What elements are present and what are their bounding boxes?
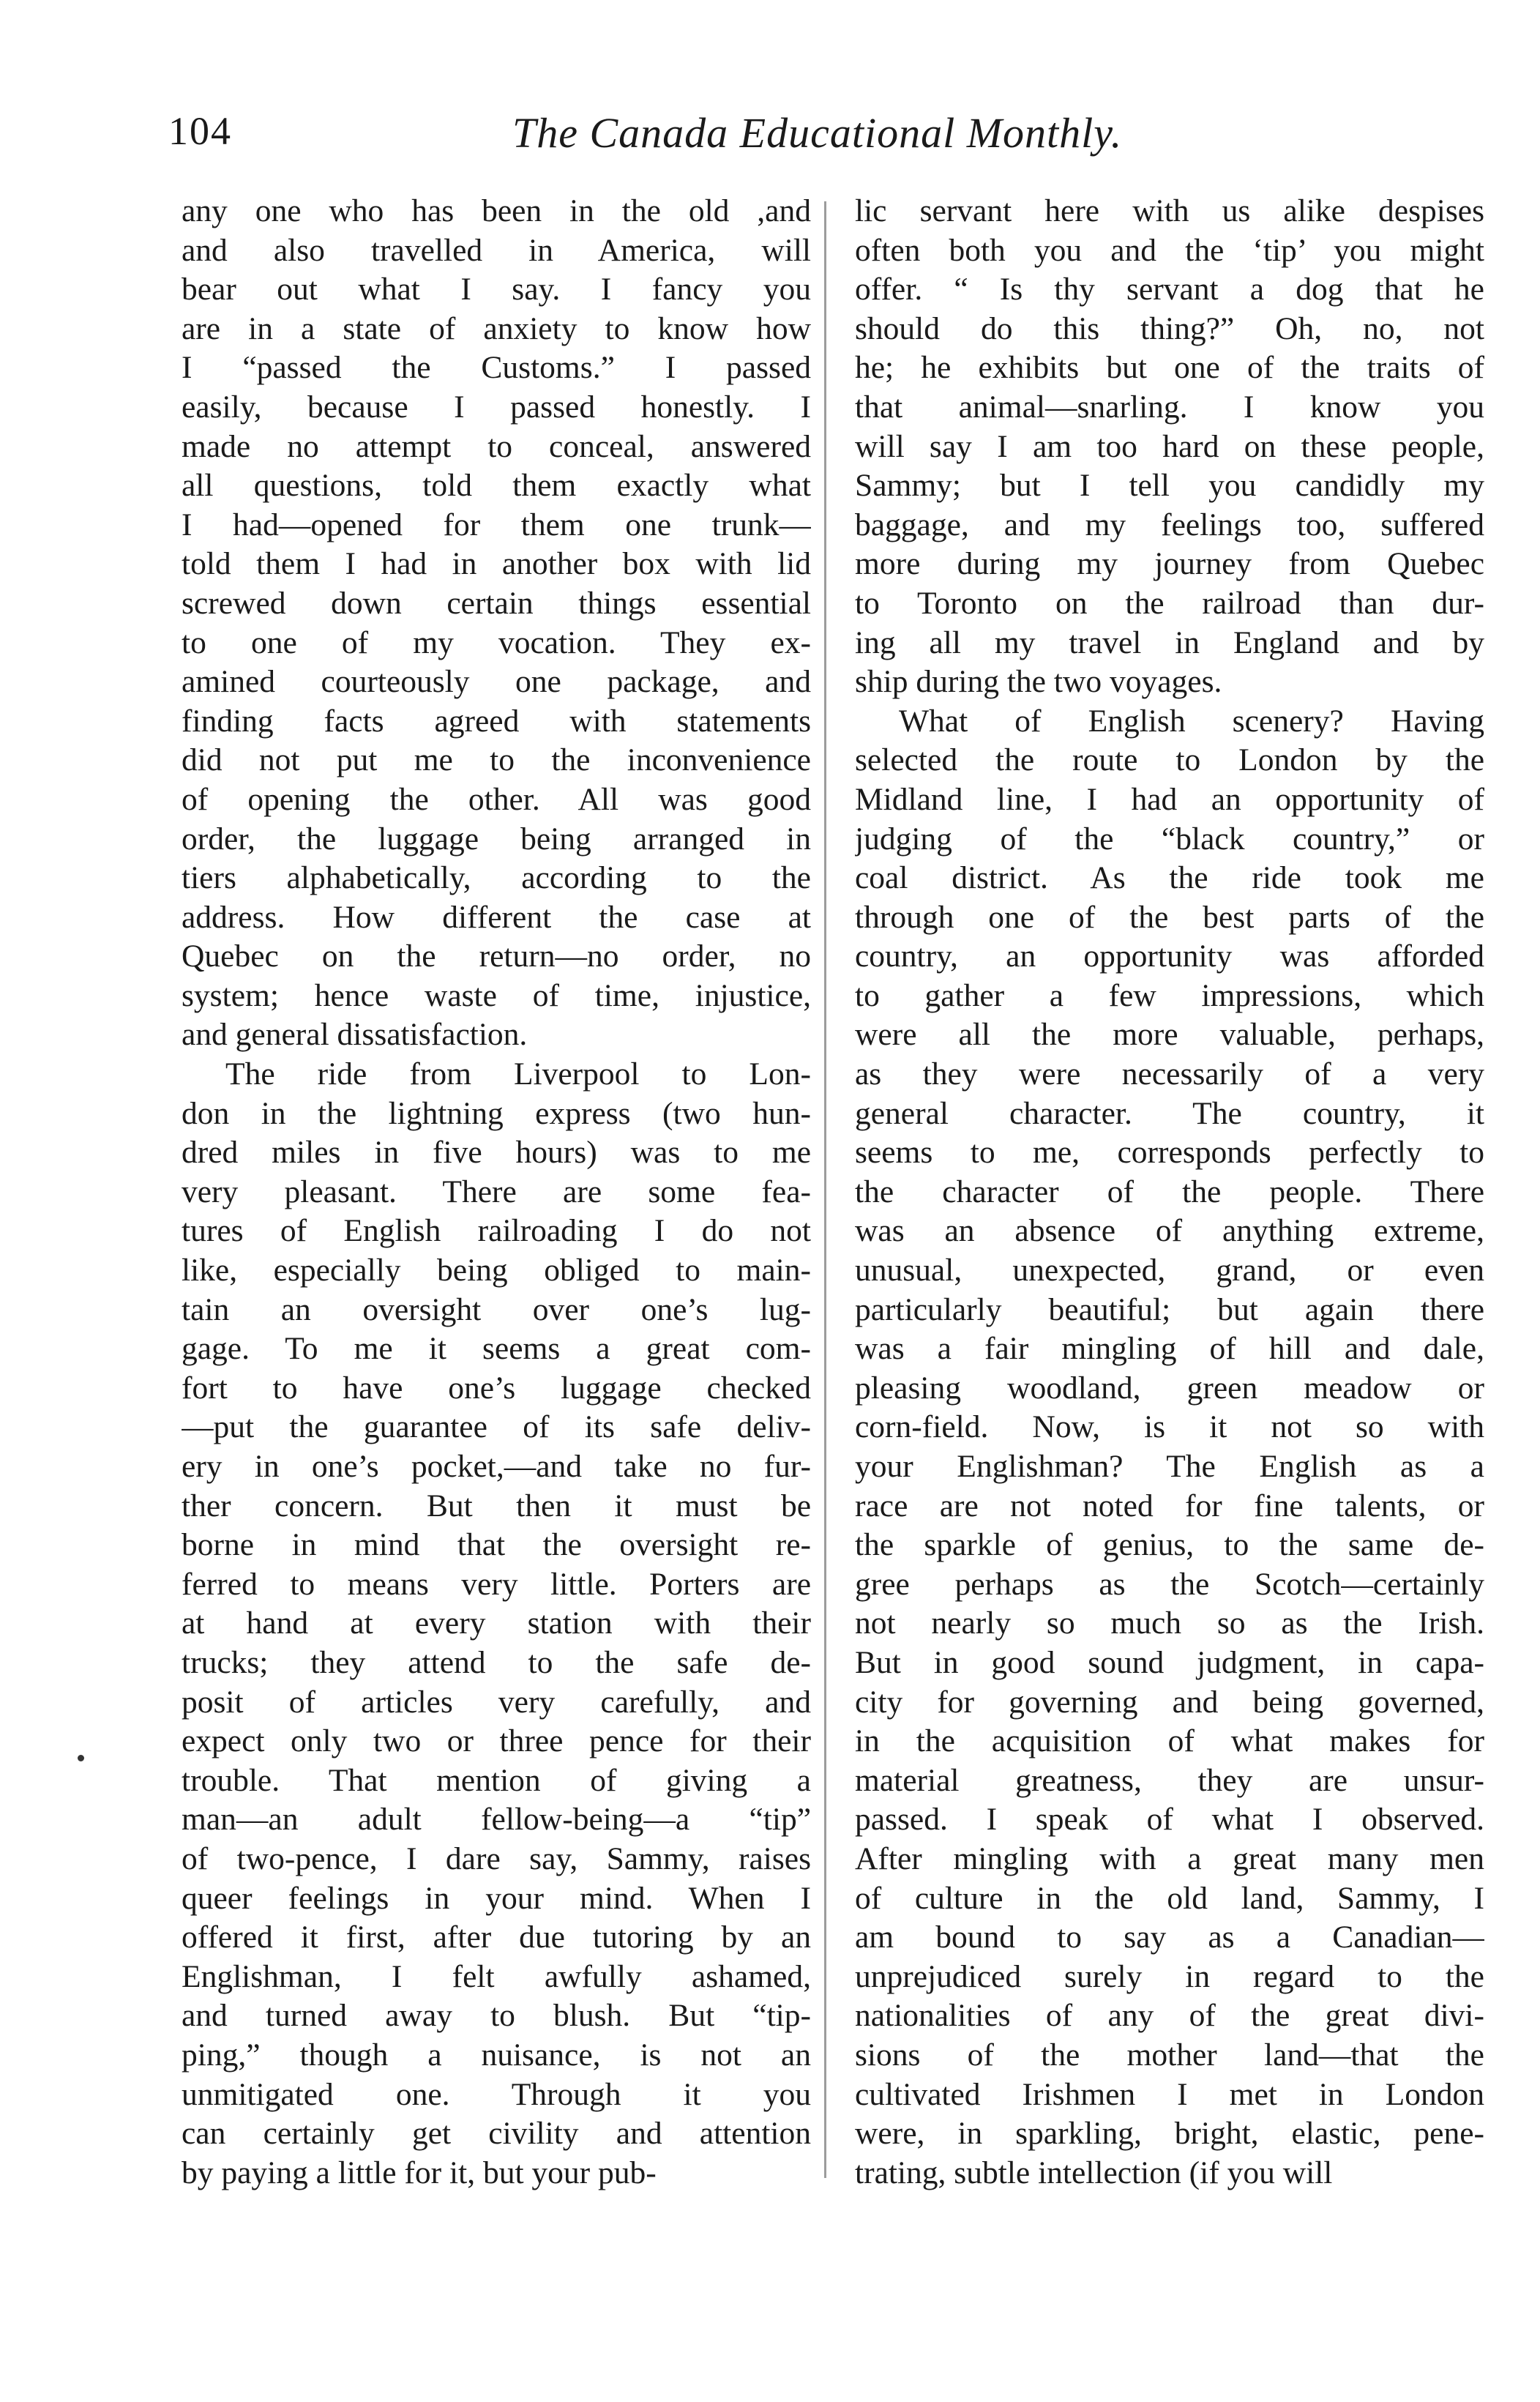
text-line: finding facts agreed with statements: [182, 703, 811, 739]
text-line: tures of English railroading I do not: [182, 1213, 811, 1249]
text-line: ther concern. But then it must be: [182, 1488, 811, 1523]
text-line: fort to have one’s luggage checked: [182, 1370, 811, 1406]
text-line: easily, because I passed honestly. I: [182, 389, 811, 425]
running-title: The Canada Educational Monthly.: [512, 109, 1123, 157]
text-line: gage. To me it seems a great com-: [182, 1331, 811, 1367]
text-line: pleasing woodland, green meadow or: [855, 1370, 1484, 1406]
text-line: judging of the “black country,” or: [855, 821, 1484, 857]
text-line: as they were necessarily of a very: [855, 1056, 1484, 1092]
text-line: tain an oversight over one’s lug-: [182, 1291, 811, 1327]
text-line: not nearly so much so as the Irish.: [855, 1605, 1484, 1641]
text-line: What of English scenery? Having: [899, 703, 1484, 739]
text-line: was an absence of anything extreme,: [855, 1213, 1484, 1249]
page-number: 104: [168, 109, 232, 153]
text-line: Sammy; but I tell you candidly my: [855, 468, 1484, 504]
text-line: tiers alphabetically, according to the: [182, 860, 811, 896]
text-line: ping,” though a nuisance, is not an: [182, 2037, 811, 2073]
text-line: ferred to means very little. Porters are: [182, 1566, 811, 1602]
text-line: he; he exhibits but one of the traits of: [855, 350, 1484, 386]
text-line: that animal—snarling. I know you: [855, 389, 1484, 425]
text-line: general character. The country, it: [855, 1095, 1484, 1131]
text-line: by paying a little for it, but your pub-: [182, 2155, 657, 2190]
text-line: city for governing and being governed,: [855, 1684, 1484, 1720]
text-line: at hand at every station with their: [182, 1605, 811, 1641]
text-line: like, especially being obliged to main-: [182, 1253, 811, 1288]
text-line: ery in one’s pocket,—and take no fur-: [182, 1449, 811, 1484]
text-line: offer. “ Is thy servant a dog that he: [855, 272, 1484, 307]
text-line: Englishman, I felt awfully ashamed,: [182, 1958, 811, 1994]
text-line: material greatness, they are unsur-: [855, 1762, 1484, 1798]
text-line: expect only two or three pence for their: [182, 1723, 811, 1759]
text-line: of opening the other. All was good: [182, 781, 811, 817]
text-line: trucks; they attend to the safe de-: [182, 1644, 811, 1680]
left-text-column: [182, 192, 811, 2193]
text-line: in the acquisition of what makes for: [855, 1723, 1484, 1759]
text-line: the sparkle of genius, to the same de-: [855, 1527, 1484, 1563]
text-line: trouble. That mention of giving a: [182, 1762, 811, 1798]
text-line: Midland line, I had an opportunity of: [855, 781, 1484, 817]
text-line: very pleasant. There are some fea-: [182, 1174, 811, 1209]
text-line: unprejudiced surely in regard to the: [855, 1958, 1484, 1994]
text-line: particularly beautiful; but again there: [855, 1291, 1484, 1327]
text-line: more during my journey from Quebec: [855, 546, 1484, 582]
text-line: seems to me, corresponds perfectly to: [855, 1135, 1484, 1171]
text-line: your Englishman? The English as a: [855, 1449, 1484, 1484]
text-line: baggage, and my feelings too, suffered: [855, 507, 1484, 542]
text-line: all questions, told them exactly what: [182, 468, 811, 504]
text-line: will say I am too hard on these people,: [855, 428, 1484, 464]
text-line: screwed down certain things essential: [182, 585, 811, 621]
text-line: man—an adult fellow-being—a “tip”: [182, 1802, 811, 1838]
column-divider: [824, 201, 826, 2178]
text-line: are in a state of anxiety to know how: [182, 310, 811, 346]
text-line: told them I had in another box with lid: [182, 546, 811, 582]
text-line: —put the guarantee of its safe deliv-: [182, 1409, 811, 1445]
text-line: cultivated Irishmen I met in London: [855, 2076, 1484, 2112]
text-line: often both you and the ‘tip’ you might: [855, 232, 1484, 268]
text-line: queer feelings in your mind. When I: [182, 1880, 811, 1916]
text-line: gree perhaps as the Scotch—certainly: [855, 1566, 1484, 1602]
text-line: were, in sparkling, bright, elastic, pene-: [855, 2116, 1484, 2152]
text-line: coal district. As the ride took me: [855, 860, 1484, 896]
text-line: the character of the people. There: [855, 1174, 1484, 1209]
text-line: country, an opportunity was afforded: [855, 939, 1484, 974]
text-line: corn-field. Now, is it not so with: [855, 1409, 1484, 1445]
text-line: posit of articles very carefully, and: [182, 1684, 811, 1720]
text-line: offered it first, after due tutoring by an: [182, 1920, 811, 1955]
text-line: I had—opened for them one trunk—: [182, 507, 811, 542]
text-line: bear out what I say. I fancy you: [182, 272, 811, 307]
text-line: But in good sound judgment, in capa-: [855, 1644, 1484, 1680]
right-text-column: [855, 192, 1484, 2193]
text-line: of culture in the old land, Sammy, I: [855, 1880, 1484, 1916]
text-line: ship during the two voyages.: [855, 664, 1222, 700]
text-line: to gather a few impressions, which: [855, 977, 1484, 1013]
text-line: was a fair mingling of hill and dale,: [855, 1331, 1484, 1367]
text-line: and general dissatisfaction.: [182, 1017, 528, 1053]
text-line: amined courteously one package, and: [182, 664, 811, 700]
text-line: to one of my vocation. They ex-: [182, 624, 811, 660]
text-line: unmitigated one. Through it you: [182, 2076, 811, 2112]
text-line: After mingling with a great many men: [855, 1840, 1484, 1876]
text-line: did not put me to the inconvenience: [182, 742, 811, 778]
text-line: to Toronto on the railroad than dur-: [855, 585, 1484, 621]
text-line: passed. I speak of what I observed.: [855, 1802, 1484, 1838]
text-line: should do this thing?” Oh, no, not: [855, 310, 1484, 346]
text-line: don in the lightning express (two hun-: [182, 1095, 811, 1131]
text-line: dred miles in five hours) was to me: [182, 1135, 811, 1171]
text-line: I “passed the Customs.” I passed: [182, 350, 811, 386]
text-line: unusual, unexpected, grand, or even: [855, 1253, 1484, 1288]
text-line: lic servant here with us alike despises: [855, 193, 1484, 228]
text-line: sions of the mother land—that the: [855, 2037, 1484, 2073]
text-line: borne in mind that the oversight re-: [182, 1527, 811, 1563]
text-line: and also travelled in America, will: [182, 232, 811, 268]
text-line: address. How different the case at: [182, 899, 811, 935]
text-line: trating, subtle intellection (if you will: [855, 2155, 1333, 2190]
text-line: race are not noted for fine talents, or: [855, 1488, 1484, 1523]
text-line: am bound to say as a Canadian—: [855, 1920, 1484, 1955]
text-line: through one of the best parts of the: [855, 899, 1484, 935]
text-line: made no attempt to conceal, answered: [182, 428, 811, 464]
text-line: any one who has been in the old ,and: [182, 193, 811, 228]
text-line: and turned away to blush. But “tip-: [182, 1998, 811, 2034]
running-header: [168, 108, 1486, 167]
text-line: ing all my travel in England and by: [855, 624, 1484, 660]
text-line: nationalities of any of the great divi-: [855, 1998, 1484, 2034]
text-line: Quebec on the return—no order, no: [182, 939, 811, 974]
text-line: selected the route to London by the: [855, 742, 1484, 778]
text-line: can certainly get civility and attention: [182, 2116, 811, 2152]
text-line: order, the luggage being arranged in: [182, 821, 811, 857]
text-line: The ride from Liverpool to Lon-: [225, 1056, 811, 1092]
margin-dot-mark: [78, 1755, 84, 1761]
text-line: were all the more valuable, perhaps,: [855, 1017, 1484, 1053]
text-line: system; hence waste of time, injustice,: [182, 977, 811, 1013]
text-line: of two-pence, I dare say, Sammy, raises: [182, 1840, 811, 1876]
